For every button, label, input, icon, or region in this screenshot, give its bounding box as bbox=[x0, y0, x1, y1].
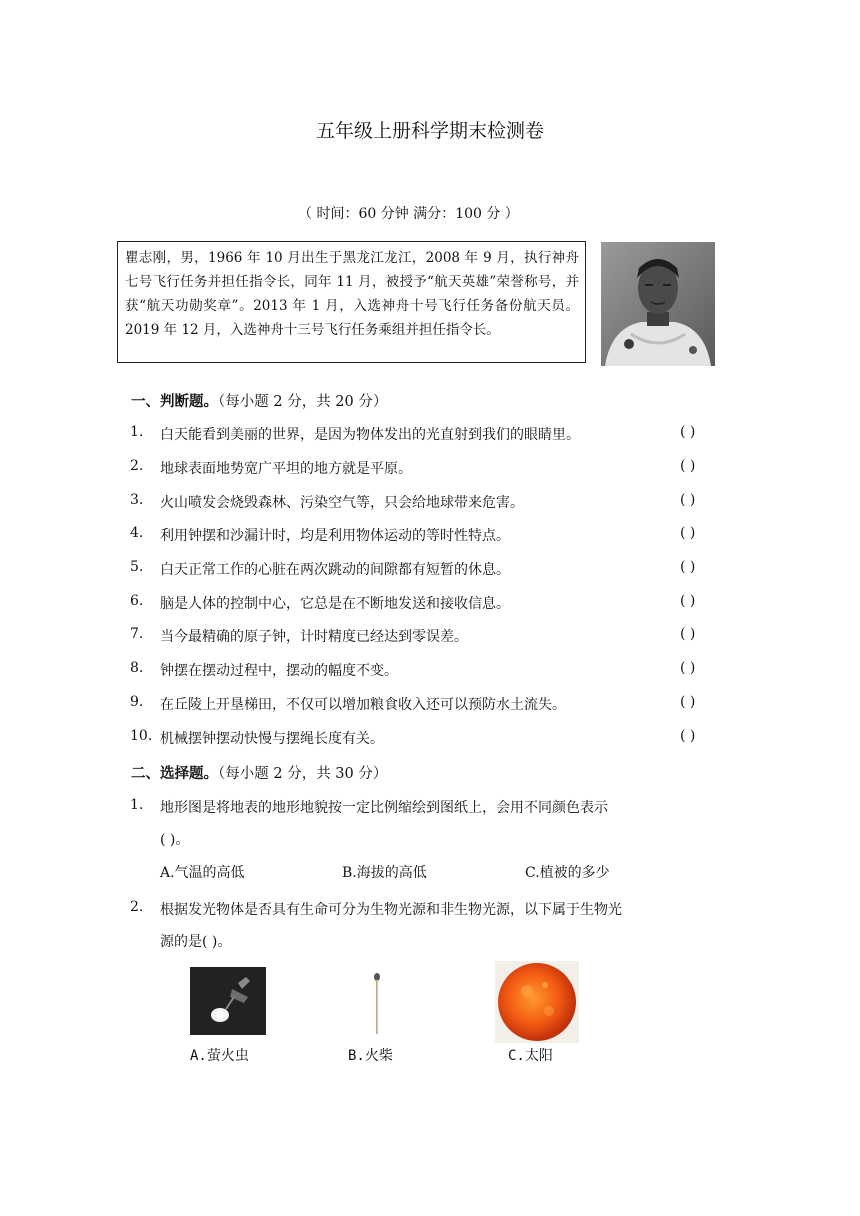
question-text: 火山喷发会烧毁森林、污染空气等，只会给地球带来危害。 bbox=[160, 495, 524, 511]
page-title: 五年级上册科学期末检测卷 bbox=[315, 120, 544, 142]
section-2-note: （每小题 2 分，共 30 分） bbox=[218, 766, 388, 782]
astronaut-photo bbox=[601, 242, 715, 366]
question-row bbox=[0, 458, 860, 480]
question-row bbox=[0, 626, 860, 648]
section-1-heading bbox=[131, 390, 387, 411]
answer-blank[interactable]: ( ) bbox=[680, 728, 696, 744]
question-text: 利用钟摆和沙漏计时，均是利用物体运动的等时性特点。 bbox=[160, 528, 510, 544]
question-row bbox=[0, 492, 860, 514]
question-text: 白天能看到美丽的世界，是因为物体发出的光直射到我们的眼睛里。 bbox=[160, 427, 580, 443]
question-text: 白天正常工作的心脏在两次跳动的间隙都有短暂的休息。 bbox=[160, 562, 510, 578]
question-row bbox=[0, 559, 860, 581]
section-2-heading bbox=[131, 762, 387, 783]
question-number: 9. bbox=[130, 694, 144, 710]
answer-blank[interactable]: ( ) bbox=[680, 593, 696, 609]
question-text: 在丘陵上开垦梯田，不仅可以增加粮食收入还可以预防水土流失。 bbox=[160, 697, 566, 713]
question-row bbox=[0, 525, 860, 547]
question-text-continued: 源的是( )。 bbox=[160, 934, 232, 950]
section-1-title: 一、判断题。 bbox=[131, 394, 218, 410]
question-row bbox=[0, 899, 860, 921]
question-number: 1. bbox=[130, 424, 144, 440]
question-row bbox=[0, 797, 860, 819]
option-b-caption[interactable]: B.火柴 bbox=[348, 1048, 393, 1064]
answer-blank[interactable]: ( ) bbox=[680, 660, 696, 676]
intro-text-box: 瞿志刚，男，1966 年 10 月出生于黑龙江龙江，2008 年 9 月，执行神舟七号飞行任务并担任指令长，同年 11 月，被授予“航天英雄”荣誉称号，并获“航天功勋奖章”。2013 年 1 月，入选神舟十号飞行任务备份航天员。2019 年 12 月，入选神舟十三号飞行任务乘组并担任指令长。 bbox=[117, 241, 586, 363]
option-a-caption[interactable]: A.萤火虫 bbox=[190, 1048, 249, 1064]
section-1-note: （每小题 2 分，共 20 分） bbox=[218, 394, 388, 410]
question-text: 当今最精确的原子钟，计时精度已经达到零误差。 bbox=[160, 629, 468, 645]
question-number: 1. bbox=[130, 797, 144, 813]
question-number: 8. bbox=[130, 660, 144, 676]
answer-blank[interactable]: ( ) bbox=[680, 424, 696, 440]
question-text-continued: ( )。 bbox=[160, 832, 190, 848]
answer-blank[interactable]: ( ) bbox=[680, 626, 696, 642]
option-a[interactable]: A.气温的高低 bbox=[160, 865, 245, 881]
match-image bbox=[370, 972, 384, 1036]
option-c-caption[interactable]: C.太阳 bbox=[508, 1048, 553, 1064]
question-number: 7. bbox=[130, 626, 144, 642]
question-text: 地形图是将地表的地形地貌按一定比例缩绘到图纸上，会用不同颜色表示 bbox=[160, 800, 608, 816]
answer-blank[interactable]: ( ) bbox=[680, 525, 696, 541]
question-number: 3. bbox=[130, 492, 144, 508]
question-number: 6. bbox=[130, 593, 144, 609]
question-row bbox=[0, 424, 860, 446]
answer-blank[interactable]: ( ) bbox=[680, 559, 696, 575]
question-row bbox=[0, 660, 860, 682]
question-text: 根据发光物体是否具有生命可分为生物光源和非生物光源，以下属于生物光 bbox=[160, 902, 622, 918]
question-number: 10. bbox=[130, 728, 153, 744]
question-text: 地球表面地势宽广平坦的地方就是平原。 bbox=[160, 461, 412, 477]
sun-image bbox=[495, 961, 579, 1043]
question-row bbox=[0, 694, 860, 716]
option-c[interactable]: C.植被的多少 bbox=[525, 865, 610, 881]
question-number: 5. bbox=[130, 559, 144, 575]
question-row bbox=[0, 728, 860, 750]
question-row bbox=[0, 593, 860, 615]
question-text: 钟摆在摆动过程中，摆动的幅度不变。 bbox=[160, 663, 398, 679]
answer-blank[interactable]: ( ) bbox=[680, 694, 696, 710]
answer-blank[interactable]: ( ) bbox=[680, 492, 696, 508]
question-number: 2. bbox=[130, 458, 144, 474]
answer-blank[interactable]: ( ) bbox=[680, 458, 696, 474]
option-b[interactable]: B.海拔的高低 bbox=[342, 865, 427, 881]
question-number: 4. bbox=[130, 525, 144, 541]
section-2-title: 二、选择题。 bbox=[131, 766, 218, 782]
question-number: 2. bbox=[130, 899, 144, 915]
exam-info: （ 时间：60 分钟 满分：100 分 ） bbox=[298, 206, 519, 222]
question-text: 机械摆钟摆动快慢与摆绳长度有关。 bbox=[160, 731, 384, 747]
firefly-image bbox=[190, 967, 266, 1035]
question-text: 脑是人体的控制中心，它总是在不断地发送和接收信息。 bbox=[160, 596, 510, 612]
